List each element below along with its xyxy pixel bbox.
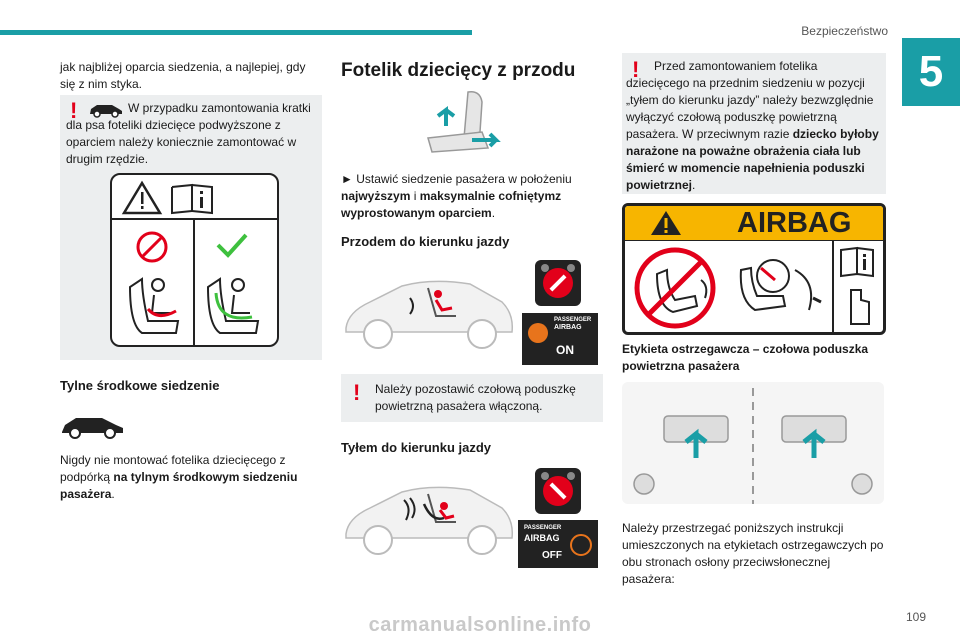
- off-label-status: OFF: [542, 550, 562, 561]
- rear-facing-heading-text: Tyłem do kierunku jazdy: [341, 440, 492, 455]
- intro-text: jak najbliżej oparcia siedzenia, a najlepiej, gdy się z nim styka.: [60, 60, 306, 91]
- rear-centre-heading-text: Tylne środkowe siedzenie: [60, 378, 220, 393]
- disable-airbag-warning-text: [626, 58, 882, 194]
- sun-visor-drawing: [622, 382, 884, 504]
- manual-book-icon: [841, 248, 873, 276]
- airbag-label-title: AIRBAG: [737, 207, 852, 239]
- airbag-switch-off-icon: [535, 468, 581, 514]
- keep-airbag-on-warning-text: Należy pozostawić czołową poduszkę powietrzną pasażera włączoną.: [375, 382, 576, 413]
- watermark: carmanualsonline.info: [368, 614, 592, 636]
- warning-exclamation-icon: !: [70, 98, 78, 123]
- forward-facing-heading-text: Przodem do kierunku jazdy: [341, 234, 510, 249]
- hand-icon: [851, 290, 869, 324]
- off-label-passenger: PASSENGER: [524, 525, 562, 531]
- rear-centre-text: [60, 452, 310, 503]
- manual-book-icon: [172, 185, 192, 213]
- rear-centre-text-bold: na tylnym środkowym siedzeniu pasażera: [60, 470, 298, 501]
- section-title: Bezpieczeństwo: [801, 24, 888, 38]
- seat-left-icon: [130, 279, 178, 333]
- rear-centre-heading: [60, 378, 219, 393]
- off-label-airbag: AIRBAG: [524, 533, 560, 543]
- instruction-bold-1: najwyższym: [341, 189, 411, 203]
- disable-airbag-warning-end: .: [692, 178, 696, 192]
- label-drawing: [112, 175, 277, 345]
- page-number: 109: [905, 610, 926, 624]
- warning-exclamation-icon: !: [353, 380, 361, 405]
- dog-grille-warning-text: W przypadku zamontowania kratki dla psa foteliki dziecięce podwyższone z oparciem należy koniecznie zamontować w drugim rzędzie.: [66, 101, 311, 166]
- check-icon: [218, 235, 246, 255]
- instruction-end: .: [491, 206, 496, 220]
- on-label-status: ON: [556, 343, 574, 357]
- car-side-icon: [60, 414, 126, 440]
- disable-airbag-warning-box: [622, 53, 886, 194]
- child-seat-label-illustration: [110, 173, 279, 347]
- rear-facing-car-illustration: [340, 478, 520, 560]
- passenger-airbag-on-label: [522, 313, 598, 365]
- on-label-airbag: AIRBAG: [554, 324, 582, 331]
- front-child-seat-heading-text: Fotelik dziecięcy z przodu: [341, 60, 576, 81]
- seat-adjust-illustration: [410, 86, 510, 162]
- seat-position-instruction: [341, 171, 591, 222]
- rear-centre-text-post: .: [111, 487, 115, 501]
- airbag-switch-on-drawing: [535, 260, 581, 306]
- airbag-label-pictograms: [625, 240, 883, 332]
- airbag-on-indicator-icon: [528, 323, 548, 343]
- forward-facing-heading: [341, 234, 509, 249]
- visor-instruction-text: Należy przestrzegać poniższych instrukcji umieszczonych na etykietach ostrzegawczych po obu stronach osłony przeciwsłonecznej pasażera:: [622, 521, 884, 586]
- airbag-label-caption: Etykieta ostrzegawcza – czołowa poduszka powietrzna pasażera: [622, 342, 869, 373]
- instruction-arrow-text: ► Ustawić siedzenie pasażera w położeniu: [341, 172, 572, 186]
- rear-centre-text-pre: Nigdy nie montować fotelika dziecięcego z podpórką: [60, 453, 286, 484]
- header-accent-bar: [0, 30, 472, 35]
- chapter-tab: 5: [902, 38, 960, 106]
- keep-airbag-on-warning-box: [341, 374, 603, 422]
- airbag-off-indicator-icon: [570, 534, 592, 556]
- warning-triangle-icon: [649, 209, 683, 237]
- rear-facing-heading: [341, 440, 491, 455]
- on-label-passenger: PASSENGER: [554, 317, 592, 323]
- airbag-warning-label: [622, 203, 886, 335]
- sun-visor-illustration: [622, 382, 884, 504]
- front-child-seat-heading: [341, 60, 575, 82]
- airbag-switch-off-drawing: [535, 468, 581, 514]
- disable-airbag-warning-part1: Przed zamontowaniem fotelika dziecięcego na przednim siedzeniu w pozycji „tyłem do kierunku jazdy” należy bezwzględnie wyłączyć czołową poduszkę powietrzną pasażera. W przeciwnym razie: [626, 59, 874, 141]
- airbag-switch-on-icon: [535, 260, 581, 306]
- passenger-airbag-off-label: [518, 520, 598, 568]
- disable-airbag-warning-bold: dziecko byłoby narażone na poważne obrażenia ciała lub śmierć w momencie napełnienia poduszki powietrznej: [626, 127, 879, 192]
- instruction-mid: i: [410, 189, 420, 203]
- forward-facing-car-illustration: [340, 272, 520, 354]
- warning-exclamation-icon: !: [632, 57, 640, 82]
- instruction-bold-2: maksymalnie cofniętymz wyprostowanym oparciem: [341, 189, 562, 220]
- dog-grille-warning-box: [60, 95, 322, 360]
